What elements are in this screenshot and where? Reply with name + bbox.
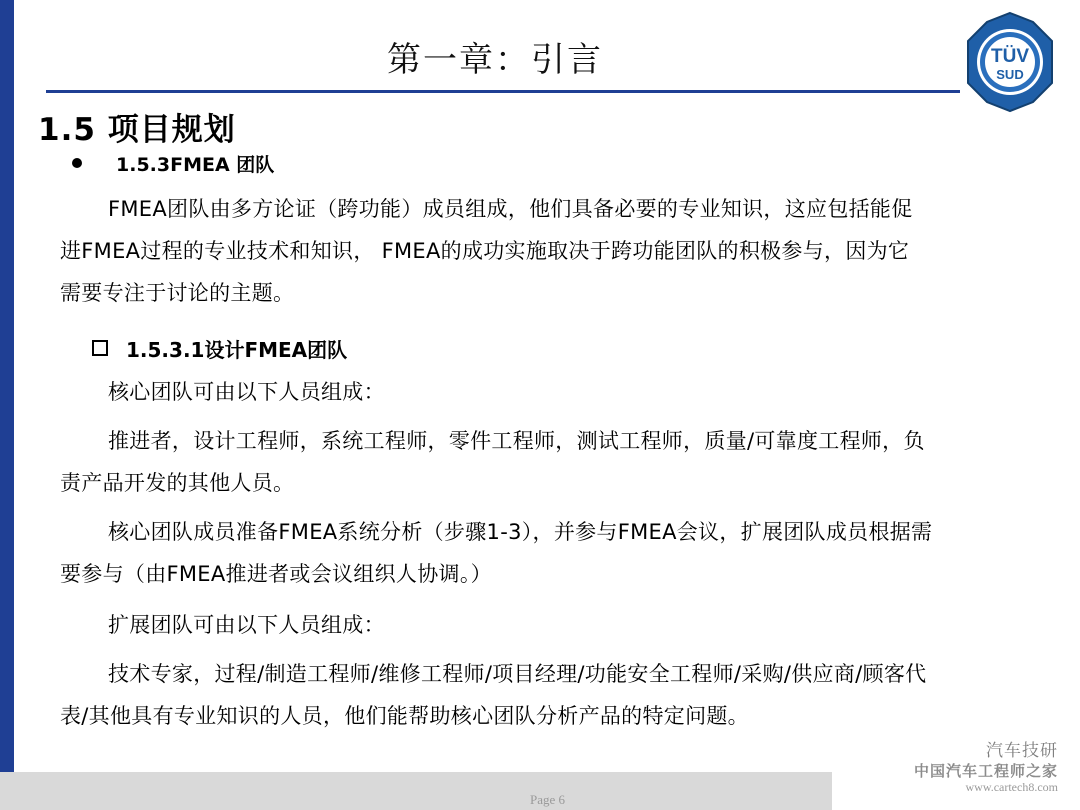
bullet-level2-design-fmea-team [92, 334, 347, 363]
bullet-square-icon [92, 340, 108, 356]
bullet-dot-icon [72, 158, 82, 168]
promo-line1: 汽车技研 [986, 741, 1058, 761]
page-title: 第一章：引言 [387, 40, 603, 80]
section-title: 1.5 项目规划 [38, 112, 236, 148]
page-number: Page 6 [530, 792, 566, 807]
tuv-sud-logo-icon [958, 10, 1062, 114]
paragraph-core-team-intro: 核心团队可由以下人员组成： [108, 380, 385, 404]
header-divider [46, 90, 960, 93]
promo-line2: 中国汽车工程师之家 [913, 762, 1058, 780]
paragraph-extended-team-intro: 扩展团队可由以下人员组成： [108, 613, 385, 637]
paragraph-team-composition: FMEA团队由多方论证（跨功能）成员组成，他们具备必要的专业知识，这应包括能促进FMEA过程的专业技术和知识， FMEA的成功实施取决于跨功能团队的积极参与，因为它需要专注于讨论的主题。 [60, 197, 913, 305]
bullet-level2-label: 1.5.3.1设计FMEA团队 [126, 338, 348, 362]
slide-header [30, 38, 960, 98]
left-accent-bar [0, 0, 14, 810]
promo-line3: www.cartech8.com [965, 780, 1058, 794]
paragraph-core-team-roles: 推进者，设计工程师，系统工程师，零件工程师，测试工程师，质量/可靠度工程师，负责产品开发的其他人员。 [60, 429, 925, 495]
bullet-level1-label: 1.5.3FMEA 团队 [116, 154, 275, 176]
svg-text:TÜV: TÜV [991, 46, 1029, 67]
watermark-promo [818, 736, 1068, 798]
paragraph-core-team-duties: 核心团队成员准备FMEA系统分析（步骤1-3），并参与FMEA会议，扩展团队成员根据需要参与（由FMEA推进者或会议组织人协调。） [60, 520, 933, 586]
tuv-sud-logo [958, 10, 1062, 114]
paragraph-extended-team-roles: 技术专家，过程/制造工程师/维修工程师/项目经理/功能安全工程师/采购/供应商/顾客代表/其他具有专业知识的人员，他们能帮助核心团队分析产品的特定问题。 [60, 662, 927, 728]
bullet-level1-fmea-team [72, 150, 274, 177]
svg-text:SUD: SUD [996, 67, 1024, 82]
